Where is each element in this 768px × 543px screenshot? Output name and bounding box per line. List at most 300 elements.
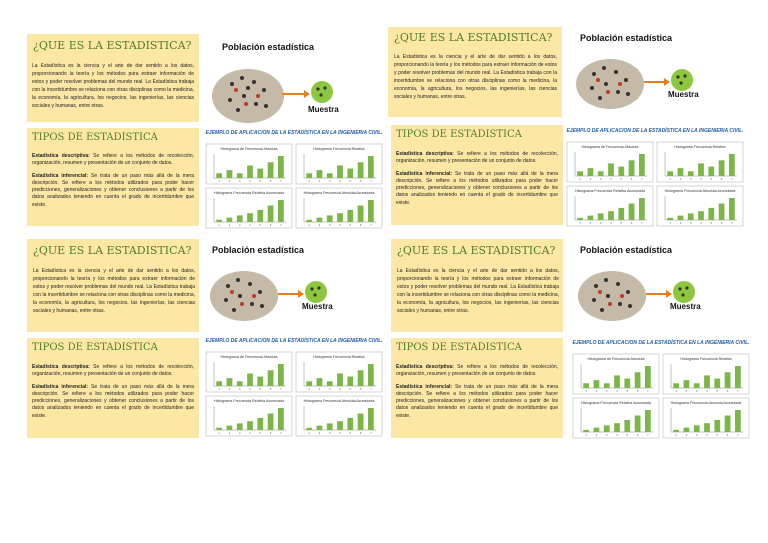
tick-label: 6 xyxy=(269,388,272,391)
tipos-card xyxy=(391,125,563,225)
que-card xyxy=(27,239,199,332)
que-title: ¿QUE ES LA ESTADISTICA? xyxy=(33,244,192,257)
histogram-bar xyxy=(583,430,589,432)
histogram-chart xyxy=(296,352,382,392)
histogram-chart xyxy=(296,396,382,436)
tick-label: 1 xyxy=(218,432,220,435)
histogram-bar xyxy=(247,213,253,222)
histogram-bar xyxy=(598,171,604,176)
tick-label: 6 xyxy=(269,180,272,183)
histogram-bar xyxy=(347,418,353,430)
tick-label: 1 xyxy=(675,390,677,393)
histogram-bar xyxy=(247,373,253,386)
sample-label: Muestra xyxy=(302,302,333,311)
histogram-bar xyxy=(673,430,679,432)
tick-label: 3 xyxy=(605,434,608,437)
tick-label: 6 xyxy=(359,180,362,183)
histogram-bar xyxy=(306,428,312,430)
tick-label: 7 xyxy=(737,390,739,393)
tick-label: 4 xyxy=(616,434,618,437)
tick-label: 6 xyxy=(269,432,272,435)
descriptive-label: Estadística descriptiva: xyxy=(396,151,454,157)
population-illustration xyxy=(572,30,732,114)
chart-title: Histograma Frecuencia Relativa Acumulada xyxy=(214,399,284,403)
histogram-bar xyxy=(719,204,725,221)
chart-title: Histograma de Frecuencia Absoluta xyxy=(587,357,645,361)
histogram-bar xyxy=(347,210,353,222)
tick-label: 1 xyxy=(579,178,581,181)
histogram-bar xyxy=(347,169,353,178)
histogram-bar xyxy=(604,383,610,388)
histogram-bar xyxy=(608,163,614,176)
histogram-bar xyxy=(714,420,720,432)
histogram-bar xyxy=(608,211,614,220)
tick-label: 5 xyxy=(259,224,262,227)
tick-label: 5 xyxy=(716,390,719,393)
tick-label: 5 xyxy=(259,388,262,391)
chart-title: Histograma Frecuencia Relativa Acumulada xyxy=(214,191,284,195)
tick-label: 7 xyxy=(731,178,733,181)
tick-label: 2 xyxy=(679,222,682,225)
que-text: La Estadística es la ciencia y el arte de dar sentido a los datos, proporcionando la teoría y los métodos para extraer información de estos y poder resolver problemas del mundo real. La Estadística trabaja con la incertidumbre se relaciona con otras disciplinas como la medicina, la economía, la agricultura, los negocios, las ingenierías, las ciencias sociales y humanas, entre otras. xyxy=(32,63,194,109)
tick-label: 6 xyxy=(359,432,362,435)
histogram-chart xyxy=(663,398,749,438)
histogram-bar xyxy=(618,167,624,176)
population-title: Población estadística xyxy=(580,245,673,255)
histogram-bar xyxy=(237,381,243,386)
tick-label: 3 xyxy=(689,178,692,181)
chart-title: Histograma Frecuencia Relativa Acumulada xyxy=(575,189,645,193)
tick-label: 6 xyxy=(630,222,633,225)
tick-label: 6 xyxy=(726,390,729,393)
que-title: ¿QUE ES LA ESTADISTICA? xyxy=(397,244,556,257)
chart-title: Histograma de Frecuencia Absoluta xyxy=(220,355,278,359)
histogram-chart xyxy=(567,186,653,226)
tick-label: 3 xyxy=(605,390,608,393)
histogram-bar xyxy=(268,162,274,178)
tick-label: 3 xyxy=(238,180,241,183)
que-card xyxy=(391,239,563,332)
tick-label: 1 xyxy=(218,388,220,391)
inferential-label: Estadística inferencial: xyxy=(32,383,89,390)
chart-panel-title: EJEMPLO DE APLICACION DE LA ESTADÍSTICA EN LA INGENIERIA CIVIL. xyxy=(205,338,383,344)
histogram-bar xyxy=(327,423,333,430)
tick-label: 1 xyxy=(579,222,581,225)
histogram-bar xyxy=(216,381,222,386)
histogram-bar xyxy=(317,426,323,430)
sample-label: Muestra xyxy=(670,302,701,311)
histogram-bar xyxy=(725,416,731,433)
histogram-chart xyxy=(206,352,292,392)
histogram-bar xyxy=(598,213,604,220)
histogram-bar xyxy=(306,173,312,178)
tick-label: 7 xyxy=(641,222,643,225)
histogram-bar xyxy=(327,173,333,178)
tick-label: 1 xyxy=(218,180,220,183)
histogram-bar xyxy=(358,162,364,178)
histogram-bar xyxy=(667,171,673,176)
histogram-bar xyxy=(678,168,684,176)
tick-label: 2 xyxy=(228,432,231,435)
histogram-bar xyxy=(735,410,741,432)
tick-label: 7 xyxy=(280,432,282,435)
tick-label: 4 xyxy=(610,222,612,225)
histogram-bar xyxy=(704,375,710,388)
tick-label: 7 xyxy=(280,224,282,227)
tick-label: 6 xyxy=(359,224,362,227)
histogram-bar xyxy=(278,200,284,222)
histogram-bar xyxy=(735,366,741,388)
histogram-bar xyxy=(714,379,720,388)
histogram-bar xyxy=(257,210,263,222)
histogram-bar xyxy=(729,154,735,176)
inferential-text: Se trata de un paso más allá de la mera descripción. Se refiere a los métodos utilizados para poder hacer predicciones, generalizaciones y obtener conclusiones a partir de los datos analizados teniendo en cuenta el grado de incertidumbre que existe. xyxy=(32,383,195,419)
tick-label: 1 xyxy=(675,434,677,437)
histogram-bar xyxy=(216,173,222,178)
histogram-bar xyxy=(729,198,735,220)
tick-label: 5 xyxy=(620,178,623,181)
tipos-title: TIPOS DE ESTADISTICA xyxy=(396,129,522,140)
histogram-bar xyxy=(688,171,694,176)
tick-label: 4 xyxy=(249,180,251,183)
tick-label: 7 xyxy=(370,388,372,391)
histogram-grid xyxy=(205,351,383,437)
histogram-chart xyxy=(567,142,653,182)
tick-label: 2 xyxy=(685,434,688,437)
histogram-chart xyxy=(296,188,382,228)
histogram-chart xyxy=(663,354,749,394)
tick-label: 4 xyxy=(700,222,702,225)
histogram-chart xyxy=(573,398,659,438)
que-card xyxy=(388,27,562,117)
histogram-bar xyxy=(704,423,710,432)
tick-label: 1 xyxy=(585,434,587,437)
histogram-bar xyxy=(588,168,594,176)
histogram-bar xyxy=(227,170,233,178)
chart-panel-title: EJEMPLO DE APLICACION DE LA ESTADÍSTICA EN LA INGENIERIA CIVIL. xyxy=(566,128,744,134)
chart-title: Histograma Frecuencia Absoluta Acumulada xyxy=(670,401,742,405)
chart-title: Histograma Frecuencia Relativa Acumulada xyxy=(581,401,651,405)
histogram-bar xyxy=(347,377,353,386)
inferential-label: Estadística inferencial: xyxy=(396,170,453,177)
inferential-label: Estadística inferencial: xyxy=(32,172,89,179)
tick-label: 5 xyxy=(259,180,262,183)
inferential-text: Se trata de un paso más allá de la mera descripción. Se refiere a los métodos utilizados para poder hacer predicciones, generalizaciones y obtener conclusiones a partir de los datos analizados teniendo en cuenta el grado de incertidumbre que existe. xyxy=(32,172,195,208)
histogram-bar xyxy=(577,218,583,220)
descriptive-text: Se refiere a los métodos de recolección, organización, resumen y presentación de un conjunto de datos. xyxy=(396,151,559,165)
tipos-card xyxy=(27,128,199,226)
histogram-chart xyxy=(657,142,743,182)
tick-label: 4 xyxy=(339,432,341,435)
histogram-bar xyxy=(368,156,374,178)
tick-label: 7 xyxy=(370,180,372,183)
tick-label: 5 xyxy=(626,390,629,393)
histogram-bar xyxy=(216,220,222,222)
tick-label: 7 xyxy=(737,434,739,437)
histogram-bar xyxy=(635,372,641,388)
tick-label: 3 xyxy=(599,178,602,181)
tick-label: 2 xyxy=(679,178,682,181)
tick-label: 2 xyxy=(685,390,688,393)
chart-title: Histograma Frecuencia Relativa xyxy=(313,355,365,359)
histogram-chart xyxy=(206,144,292,184)
histogram-bar xyxy=(678,216,684,220)
histogram-bar xyxy=(618,208,624,220)
histogram-bar xyxy=(368,364,374,386)
histogram-bar xyxy=(684,428,690,432)
histogram-chart xyxy=(206,188,292,228)
tick-label: 1 xyxy=(218,224,220,227)
chart-panel xyxy=(572,340,750,440)
descriptive-label: Estadística descriptiva: xyxy=(32,153,90,159)
tipos-card xyxy=(391,338,563,438)
tick-label: 4 xyxy=(706,390,708,393)
tick-label: 2 xyxy=(228,388,231,391)
tick-label: 2 xyxy=(318,180,321,183)
tick-label: 5 xyxy=(716,434,719,437)
chart-title: Histograma Frecuencia Absoluta Acumulada xyxy=(303,191,375,195)
chart-panel-title: EJEMPLO DE APLICACION DE LA ESTADÍSTICA EN LA INGENIERIA CIVIL. xyxy=(205,130,383,136)
histogram-bar xyxy=(684,380,690,388)
histogram-bar xyxy=(358,414,364,431)
inferential-text: Se trata de un paso más allá de la mera descripción. Se refiere a los métodos utilizados para poder hacer predicciones, generalizaciones y obtener conclusiones a partir de los datos analizados teniendo en cuenta el grado de incertidumbre que existe. xyxy=(396,383,559,419)
histogram-bar xyxy=(358,206,364,223)
chart-panel xyxy=(566,128,744,228)
tipos-text xyxy=(32,153,194,209)
histogram-bar xyxy=(688,213,694,220)
histogram-bar xyxy=(698,163,704,176)
histogram-bar xyxy=(337,213,343,222)
tick-label: 3 xyxy=(238,224,241,227)
chart-title: Histograma de Frecuencia Absoluta xyxy=(581,145,639,149)
que-title: ¿QUE ES LA ESTADISTICA? xyxy=(394,31,553,44)
tick-label: 6 xyxy=(636,434,639,437)
histogram-bar xyxy=(317,378,323,386)
histogram-bar xyxy=(635,416,641,433)
tick-label: 3 xyxy=(238,432,241,435)
tick-label: 5 xyxy=(710,222,713,225)
tick-label: 1 xyxy=(585,390,587,393)
tick-label: 3 xyxy=(599,222,602,225)
histogram-bar xyxy=(278,364,284,386)
tipos-card xyxy=(27,338,199,438)
histogram-bar xyxy=(317,218,323,222)
tick-label: 7 xyxy=(641,178,643,181)
histogram-bar xyxy=(337,165,343,178)
histogram-bar xyxy=(639,154,645,176)
tick-label: 2 xyxy=(228,224,231,227)
que-text: La Estadística es la ciencia y el arte de dar sentido a los datos, proporcionando la teoría y los métodos para extraer información de estos y poder resolver problemas del mundo real. La Estadística trabaja con la incertidumbre se relaciona con otras disciplinas como la medicina, la economía, la agricultura, los negocios, las ingenierías, las ciencias sociales y humanas, entre otras. xyxy=(33,268,195,314)
tick-label: 1 xyxy=(669,178,671,181)
histogram-bar xyxy=(645,366,651,388)
tick-label: 3 xyxy=(695,434,698,437)
histogram-bar xyxy=(673,383,679,388)
tick-label: 6 xyxy=(359,388,362,391)
tick-label: 4 xyxy=(339,224,341,227)
histogram-bar xyxy=(708,208,714,220)
histogram-bar xyxy=(337,373,343,386)
histogram-bar xyxy=(624,420,630,432)
histogram-bar xyxy=(227,426,233,430)
histogram-bar xyxy=(257,169,263,178)
tick-label: 4 xyxy=(249,388,251,391)
tick-label: 3 xyxy=(328,224,331,227)
histogram-bar xyxy=(278,156,284,178)
descriptive-text: Se refiere a los métodos de recolección, organización, resumen y presentación de un conjunto de datos. xyxy=(396,364,559,378)
descriptive-text: Se refiere a los métodos de recolección, organización, resumen y presentación de un conjunto de datos. xyxy=(32,364,195,378)
histogram-bar xyxy=(268,414,274,431)
histogram-bar xyxy=(257,377,263,386)
descriptive-label: Estadística descriptiva: xyxy=(32,364,90,370)
tick-label: 2 xyxy=(595,390,598,393)
histogram-bar xyxy=(629,160,635,176)
tick-label: 5 xyxy=(259,432,262,435)
tick-label: 4 xyxy=(616,390,618,393)
histogram-bar xyxy=(694,383,700,388)
histogram-grid xyxy=(205,143,383,229)
chart-panel xyxy=(205,338,383,438)
histogram-bar xyxy=(614,375,620,388)
tipos-text xyxy=(396,364,558,420)
tick-label: 4 xyxy=(249,224,251,227)
histogram-bar xyxy=(604,425,610,432)
histogram-bar xyxy=(337,421,343,430)
histogram-bar xyxy=(237,215,243,222)
histogram-bar xyxy=(577,171,583,176)
histogram-bar xyxy=(268,370,274,386)
histogram-bar xyxy=(694,425,700,432)
sample-label: Muestra xyxy=(308,105,339,114)
tick-label: 5 xyxy=(349,224,352,227)
chart-panel-title: EJEMPLO DE APLICACION DE LA ESTADÍSTICA EN LA INGENIERIA CIVIL. xyxy=(572,340,750,346)
histogram-bar xyxy=(708,167,714,176)
histogram-bar xyxy=(227,378,233,386)
population-icon xyxy=(574,242,734,326)
que-text: La Estadística es la ciencia y el arte de dar sentido a los datos, proporcionando la teoría y los métodos para extraer información de estos y poder resolver problemas del mundo real. La Estadística trabaja con la incertidumbre se relaciona con otras disciplinas como la medicina, la economía, la agricultura, los negocios, las ingenierías, las ciencias sociales y humanas, entre otras. xyxy=(394,54,557,100)
tipos-title: TIPOS DE ESTADISTICA xyxy=(396,342,522,353)
histogram-bar xyxy=(358,370,364,386)
inferential-text: Se trata de un paso más allá de la mera descripción. Se refiere a los métodos utilizados para poder hacer predicciones, generalizaciones y obtener conclusiones a partir de los datos analizados teniendo en cuenta el grado de incertidumbre que existe. xyxy=(396,170,559,206)
histogram-bar xyxy=(247,165,253,178)
chart-title: Histograma Frecuencia Relativa xyxy=(674,145,726,149)
tick-label: 6 xyxy=(630,178,633,181)
histogram-bar xyxy=(725,372,731,388)
que-title: ¿QUE ES LA ESTADISTICA? xyxy=(33,39,192,52)
chart-title: Histograma Frecuencia Absoluta Acumulada xyxy=(303,399,375,403)
tick-label: 1 xyxy=(669,222,671,225)
population-icon xyxy=(572,30,732,114)
histogram-bar xyxy=(327,381,333,386)
tick-label: 2 xyxy=(589,222,592,225)
tick-label: 6 xyxy=(720,222,723,225)
tick-label: 5 xyxy=(620,222,623,225)
chart-panel xyxy=(205,130,383,230)
histogram-bar xyxy=(268,206,274,223)
que-text: La Estadística es la ciencia y el arte de dar sentido a los datos, proporcionando la teoría y los métodos para extraer información de estos y poder resolver problemas del mundo real. La Estadística trabaja con la incertidumbre se relaciona con otras disciplinas como la medicina, la economía, la agricultura, los negocios, las ingenierías, las ciencias sociales y humanas, entre otras. xyxy=(397,268,559,314)
histogram-chart xyxy=(206,396,292,436)
histogram-bar xyxy=(588,216,594,220)
tick-label: 3 xyxy=(238,388,241,391)
tick-label: 2 xyxy=(589,178,592,181)
population-icon xyxy=(208,38,370,126)
histogram-bar xyxy=(368,200,374,222)
tick-label: 1 xyxy=(308,224,310,227)
histogram-bar xyxy=(368,408,374,430)
histogram-bar xyxy=(583,383,589,388)
histogram-bar xyxy=(624,379,630,388)
tipos-title: TIPOS DE ESTADISTICA xyxy=(32,132,158,143)
tick-label: 4 xyxy=(700,178,702,181)
que-card xyxy=(27,34,199,122)
chart-title: Histograma de Frecuencia Absoluta xyxy=(220,147,278,151)
inferential-label: Estadística inferencial: xyxy=(396,383,453,390)
tipos-title: TIPOS DE ESTADISTICA xyxy=(32,342,158,353)
tick-label: 7 xyxy=(731,222,733,225)
histogram-bar xyxy=(639,198,645,220)
tick-label: 3 xyxy=(328,388,331,391)
population-title: Población estadística xyxy=(580,33,673,43)
tipos-text xyxy=(32,364,194,420)
tick-label: 4 xyxy=(706,434,708,437)
histogram-bar xyxy=(227,218,233,222)
histogram-bar xyxy=(667,218,673,220)
histogram-bar xyxy=(327,215,333,222)
tick-label: 4 xyxy=(339,180,341,183)
histogram-bar xyxy=(237,423,243,430)
tick-label: 7 xyxy=(280,180,282,183)
population-illustration xyxy=(208,38,370,126)
tick-label: 5 xyxy=(626,434,629,437)
chart-title: Histograma Frecuencia Relativa xyxy=(680,357,732,361)
descriptive-label: Estadística descriptiva: xyxy=(396,364,454,370)
population-illustration xyxy=(206,242,366,326)
tick-label: 4 xyxy=(339,388,341,391)
histogram-bar xyxy=(278,408,284,430)
histogram-bar xyxy=(594,428,600,432)
tick-label: 6 xyxy=(269,224,272,227)
histogram-bar xyxy=(247,421,253,430)
tick-label: 6 xyxy=(720,178,723,181)
chart-title: Histograma Frecuencia Relativa xyxy=(313,147,365,151)
tick-label: 7 xyxy=(370,224,372,227)
histogram-bar xyxy=(698,211,704,220)
histogram-bar xyxy=(216,428,222,430)
sample-label: Muestra xyxy=(668,90,699,99)
tick-label: 6 xyxy=(636,390,639,393)
tick-label: 3 xyxy=(328,432,331,435)
tick-label: 5 xyxy=(349,388,352,391)
population-title: Población estadística xyxy=(222,42,315,52)
histogram-grid xyxy=(566,141,744,227)
population-title: Población estadística xyxy=(212,245,305,255)
tick-label: 2 xyxy=(595,434,598,437)
tick-label: 1 xyxy=(308,432,310,435)
histogram-bar xyxy=(594,380,600,388)
tick-label: 2 xyxy=(318,388,321,391)
histogram-chart xyxy=(296,144,382,184)
population-icon xyxy=(206,242,366,326)
tick-label: 5 xyxy=(349,432,352,435)
histogram-bar xyxy=(257,418,263,430)
tick-label: 7 xyxy=(647,390,649,393)
population-illustration xyxy=(574,242,734,326)
tick-label: 4 xyxy=(610,178,612,181)
histogram-bar xyxy=(719,160,725,176)
histogram-chart xyxy=(573,354,659,394)
tick-label: 7 xyxy=(370,432,372,435)
tick-label: 2 xyxy=(318,432,321,435)
tick-label: 6 xyxy=(726,434,729,437)
